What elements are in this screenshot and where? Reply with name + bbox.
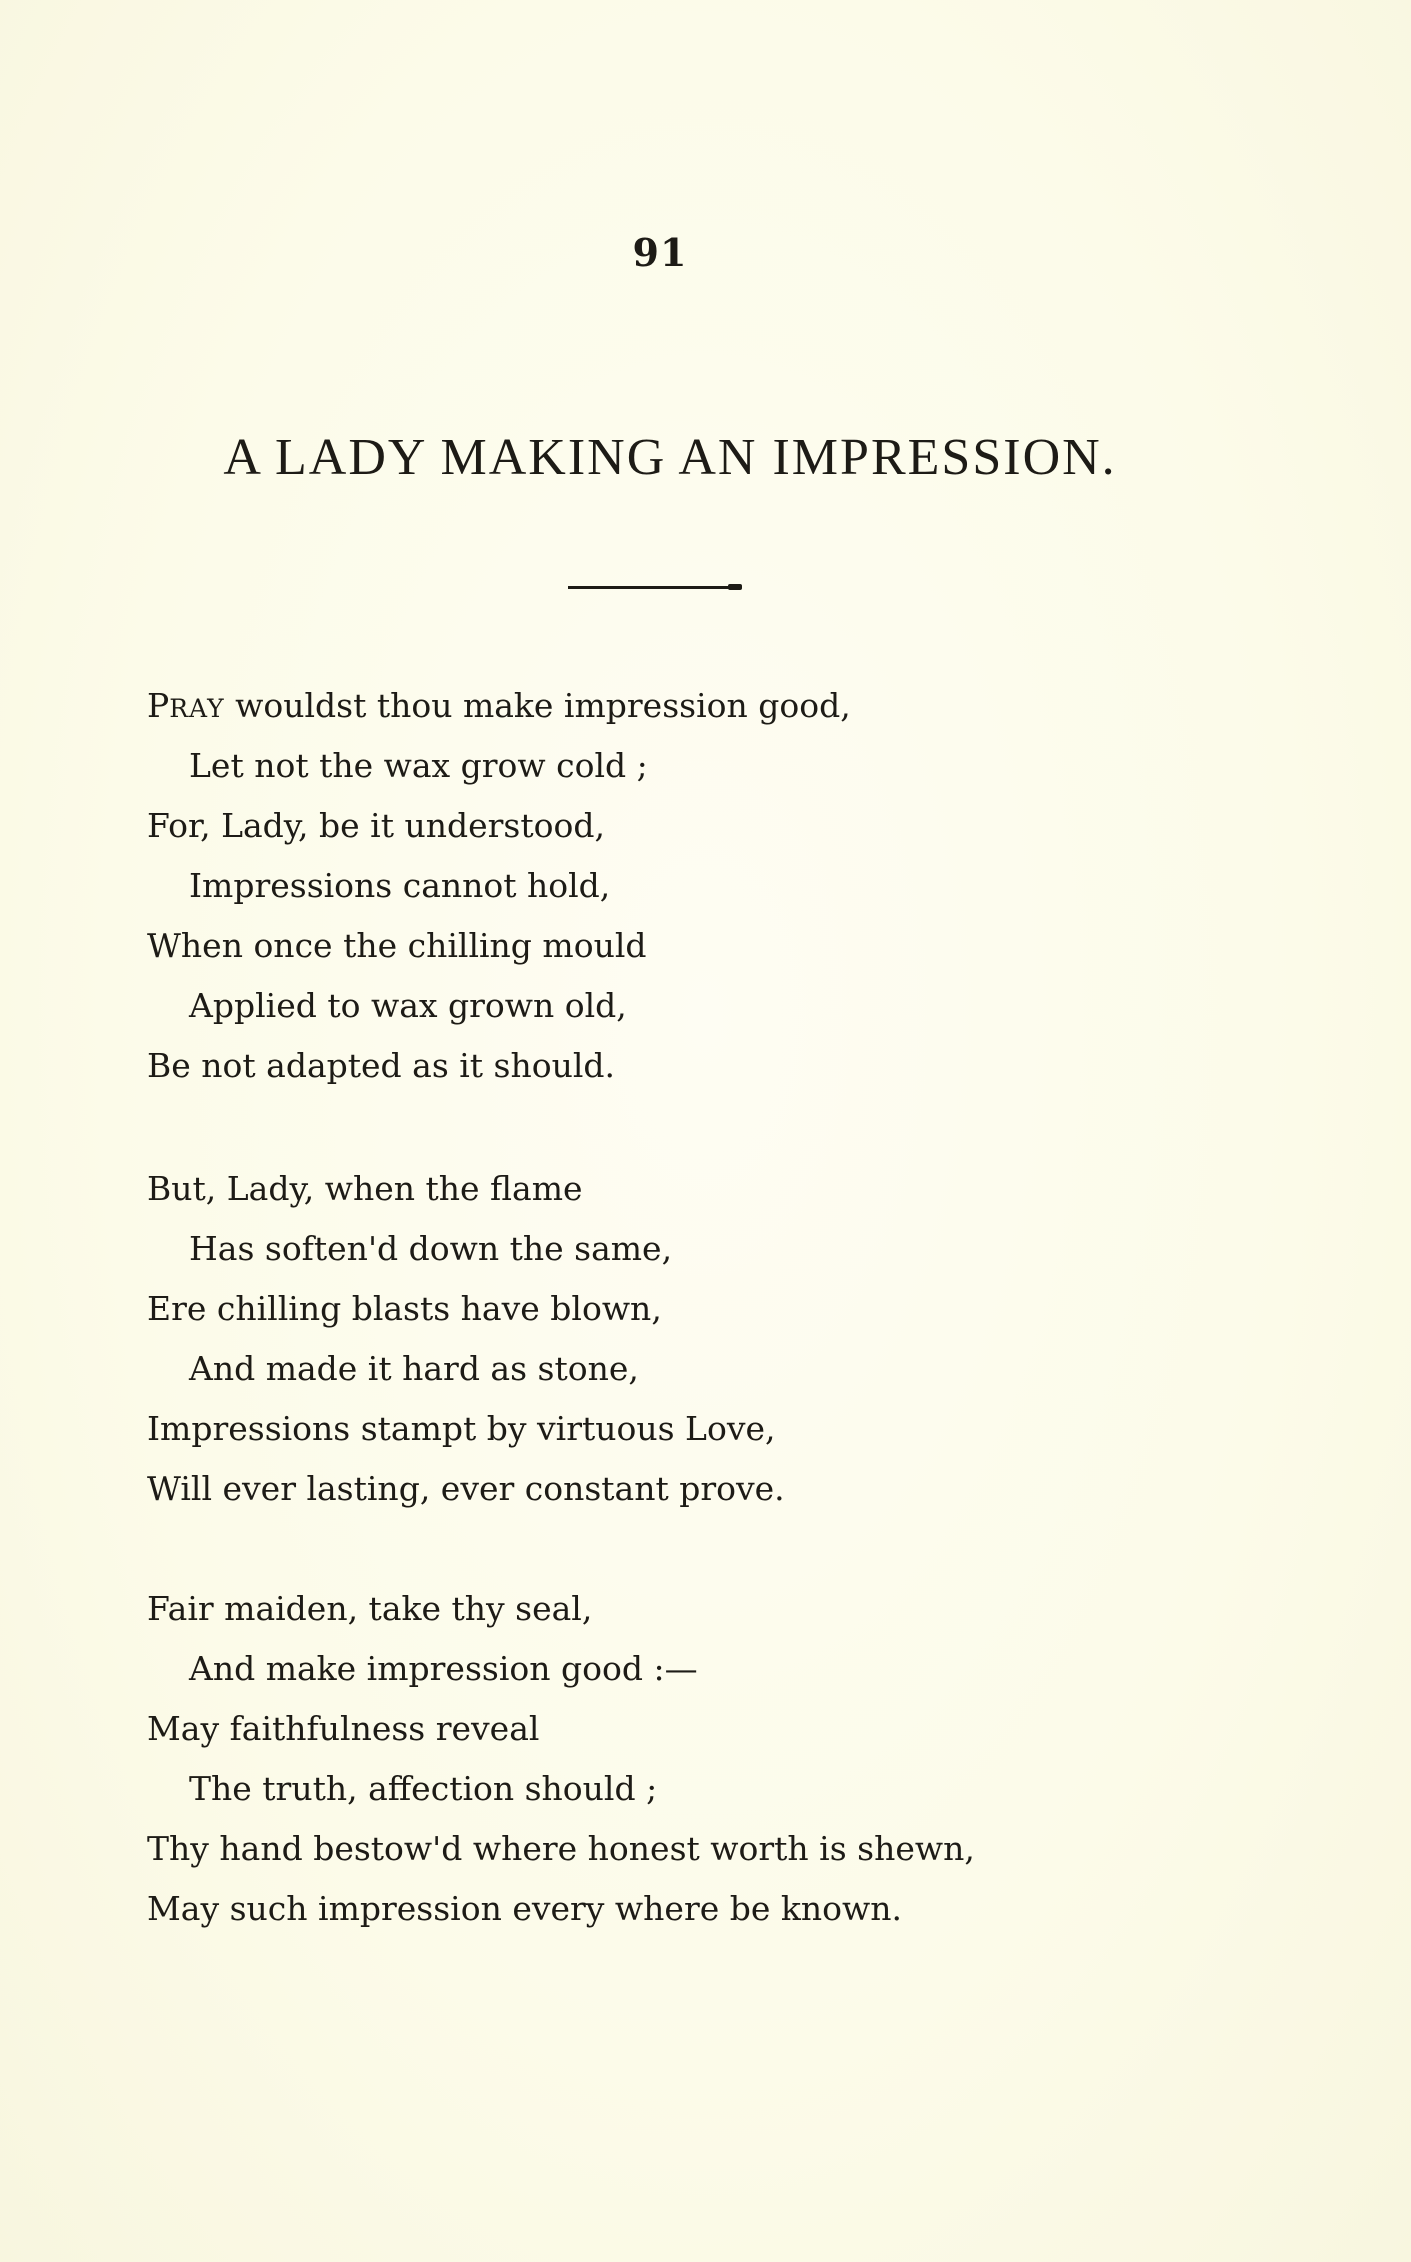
poem-line: May such impression every where be known. [147, 1889, 903, 1928]
poem-line: The truth, affection should ; [189, 1769, 658, 1808]
poem-line-text: wouldst thou make impression good, [224, 686, 851, 725]
poem-line: Will ever lasting, ever constant prove. [147, 1469, 785, 1508]
page-number: 91 [632, 230, 688, 275]
stanza-2 [147, 1159, 1307, 1519]
poem-line: Thy hand bestow'd where honest worth is shewn, [147, 1829, 975, 1868]
poem-line: Impressions stampt by virtuous Love, [147, 1409, 776, 1448]
first-word-smallcaps: RAY [169, 694, 225, 723]
poem-line: Let not the wax grow cold ; [189, 746, 648, 785]
poem-line: When once the chilling mould [147, 926, 647, 965]
first-word-initial: P [147, 686, 170, 725]
stanza-3 [147, 1579, 1307, 1939]
poem-line: Ere chilling blasts have blown, [147, 1289, 662, 1328]
title-rule [568, 586, 740, 589]
poem-line: But, Lady, when the flame [147, 1169, 583, 1208]
poem-line: Be not adapted as it should. [147, 1046, 616, 1085]
poem-line: Has soften'd down the same, [189, 1229, 673, 1268]
poem-line: For, Lady, be it understood, [147, 806, 605, 845]
poem-line: And made it hard as stone, [189, 1349, 639, 1388]
poem-line: And make impression good :— [189, 1649, 698, 1688]
stanza-1 [147, 676, 1307, 1096]
poem-title: A LADY MAKING AN IMPRESSION. [223, 429, 1117, 486]
poem-line: Fair maiden, take thy seal, [147, 1589, 593, 1628]
poem-line [147, 676, 1307, 736]
poem-line: Impressions cannot hold, [189, 866, 611, 905]
poem-line: Applied to wax grown old, [189, 986, 627, 1025]
poem-line: May faithfulness reveal [147, 1709, 540, 1748]
